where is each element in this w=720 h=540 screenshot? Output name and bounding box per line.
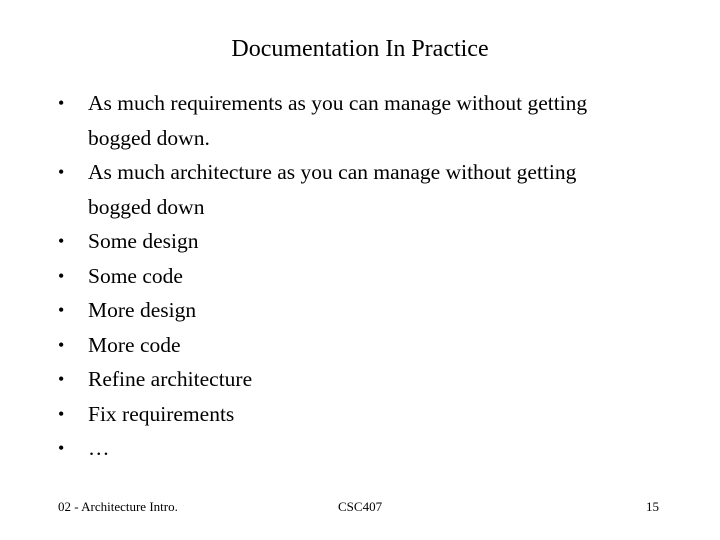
bullet-icon: • xyxy=(58,403,65,424)
bullet-text: … xyxy=(88,436,110,460)
bullet-text: Refine architecture xyxy=(88,367,253,391)
bullet-text: As much architecture as you can manage without getting bogged down xyxy=(88,160,577,219)
bullet-text: Some design xyxy=(88,229,199,253)
bullet-item xyxy=(58,259,678,294)
bullet-item xyxy=(58,155,678,224)
bullet-text: More design xyxy=(88,298,197,322)
bullet-icon: • xyxy=(58,438,65,458)
bullet-item xyxy=(58,224,678,259)
bullet-icon: • xyxy=(58,334,65,355)
slide-title: Documentation In Practice xyxy=(231,36,489,62)
bullet-text: More code xyxy=(88,332,181,357)
bullet-list xyxy=(58,86,678,466)
bullet-text: Fix requirements xyxy=(88,401,235,426)
footer-page-number: 15 xyxy=(646,499,659,514)
bullet-icon: • xyxy=(58,231,65,251)
bullet-item xyxy=(58,397,678,432)
bullet-icon: • xyxy=(58,93,65,113)
bullet-item xyxy=(58,362,678,397)
bullet-text: As much requirements as you can manage without getting bogged down. xyxy=(88,91,588,150)
bullet-item xyxy=(58,293,678,328)
bullet-icon: • xyxy=(58,369,65,389)
bullet-icon: • xyxy=(58,300,65,320)
footer-course-code: CSC407 xyxy=(338,499,383,514)
bullet-icon: • xyxy=(58,162,65,182)
bullet-item xyxy=(58,86,678,155)
bullet-item xyxy=(58,328,678,363)
bullet-icon: • xyxy=(58,265,65,286)
footer-course-section: 02 - Architecture Intro. xyxy=(58,499,178,514)
bullet-item xyxy=(58,431,678,466)
bullet-text: Some code xyxy=(88,263,183,288)
